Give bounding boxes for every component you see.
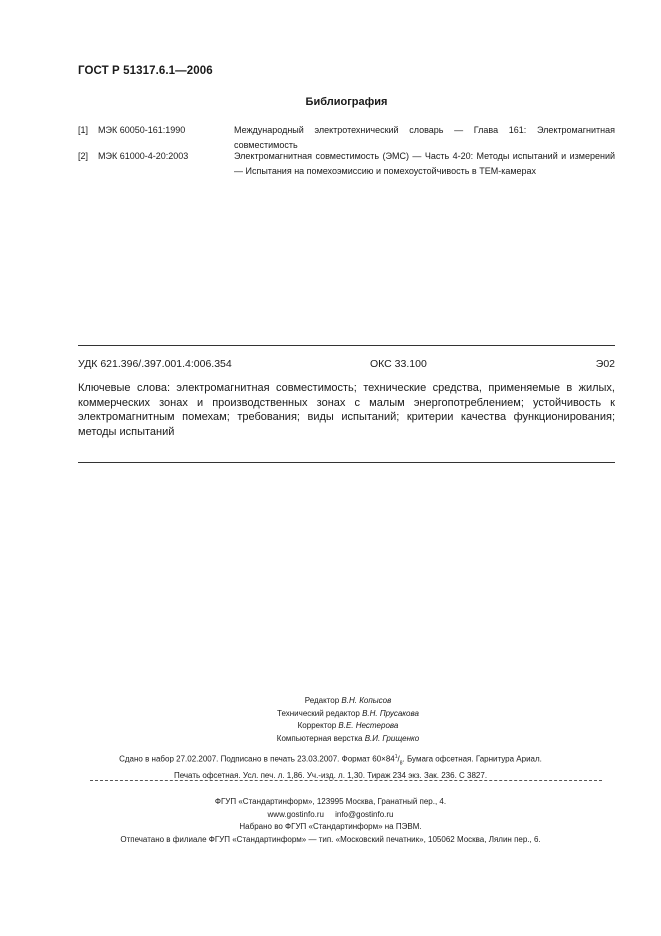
reference-text: Международный электротехнический словарь — Глава 161: Электромагнитная совместимость <box>234 125 615 150</box>
typeset-note: Набрано во ФГУП «Стандартинформ» на ПЭВМ. <box>239 822 422 831</box>
print-info <box>0 751 661 782</box>
bottom-divider <box>78 462 615 463</box>
reference-code: МЭК 60050-161:1990 <box>98 125 186 135</box>
tech-editor-line: Технический редактор В.Н. Прусакова <box>277 708 419 718</box>
udk-code: УДК 621.396/.397.001.4:006.354 <box>78 358 232 370</box>
printed-note: Отпечатано в филиале ФГУП «Стандартинформ» — тип. «Московский печатник», 105062 Москва, Лялин пер., 6. <box>120 834 541 844</box>
dotted-divider <box>90 780 602 781</box>
oks-code: ОКС 33.100 <box>370 358 427 370</box>
reference-number: [2] <box>78 151 89 161</box>
email-link[interactable]: info@gostinfo.ru <box>335 809 394 819</box>
print-info-line-1: Сдано в набор 27.02.2007. Подписано в печать 23.03.2007. Формат $60\times 84^1/_8$. Бумага офсетная. Гарнитура Ариал. <box>119 754 542 767</box>
classification-code: Э02 <box>595 358 615 370</box>
top-divider <box>78 345 615 346</box>
document-id: ГОСТ Р 51317.6.1—2006 <box>78 65 213 77</box>
reference-number: [1] <box>78 125 89 135</box>
keywords: Ключевые слова: электромагнитная совместимость; технические средства, применяемые в жилых, коммерческих зонах и производственных зонах с малым энергопотреблением; устойчивость к электромагнитным помехам; требования; виды испытаний; критерии качества функционирования; методы испытаний <box>78 382 615 438</box>
publisher-address: ФГУП «Стандартинформ», 123995 Москва, Гранатный пер., 4. <box>214 797 447 806</box>
website-link[interactable]: www.gostinfo.ru <box>267 809 324 819</box>
bibliography-title: Библиография <box>305 96 388 108</box>
layout-line: Компьютерная верстка В.И. Грищенко <box>276 733 420 743</box>
imprint-block <box>0 796 661 846</box>
publisher-contacts <box>0 809 661 822</box>
editor-line: Редактор В.Н. Копысов <box>304 696 392 705</box>
print-info-line-2: Печать офсетная. Усл. печ. л. 1,86. Уч.-изд. л. 1,30. Тираж 234 экз. Зак. 236. С 3827. <box>173 770 488 780</box>
corrector-line: Корректор В.Е. Нестерова <box>297 721 399 730</box>
reference-text: Электромагнитная совместимость (ЭМС) — Часть 4-20: Методы испытаний и измерений — Испытания на помехоэмиссию и помехоустойчивость в ТЕМ-камерах <box>234 151 615 176</box>
credits-block <box>0 695 661 745</box>
reference-code: МЭК 61000-4-20:2003 <box>98 151 189 161</box>
